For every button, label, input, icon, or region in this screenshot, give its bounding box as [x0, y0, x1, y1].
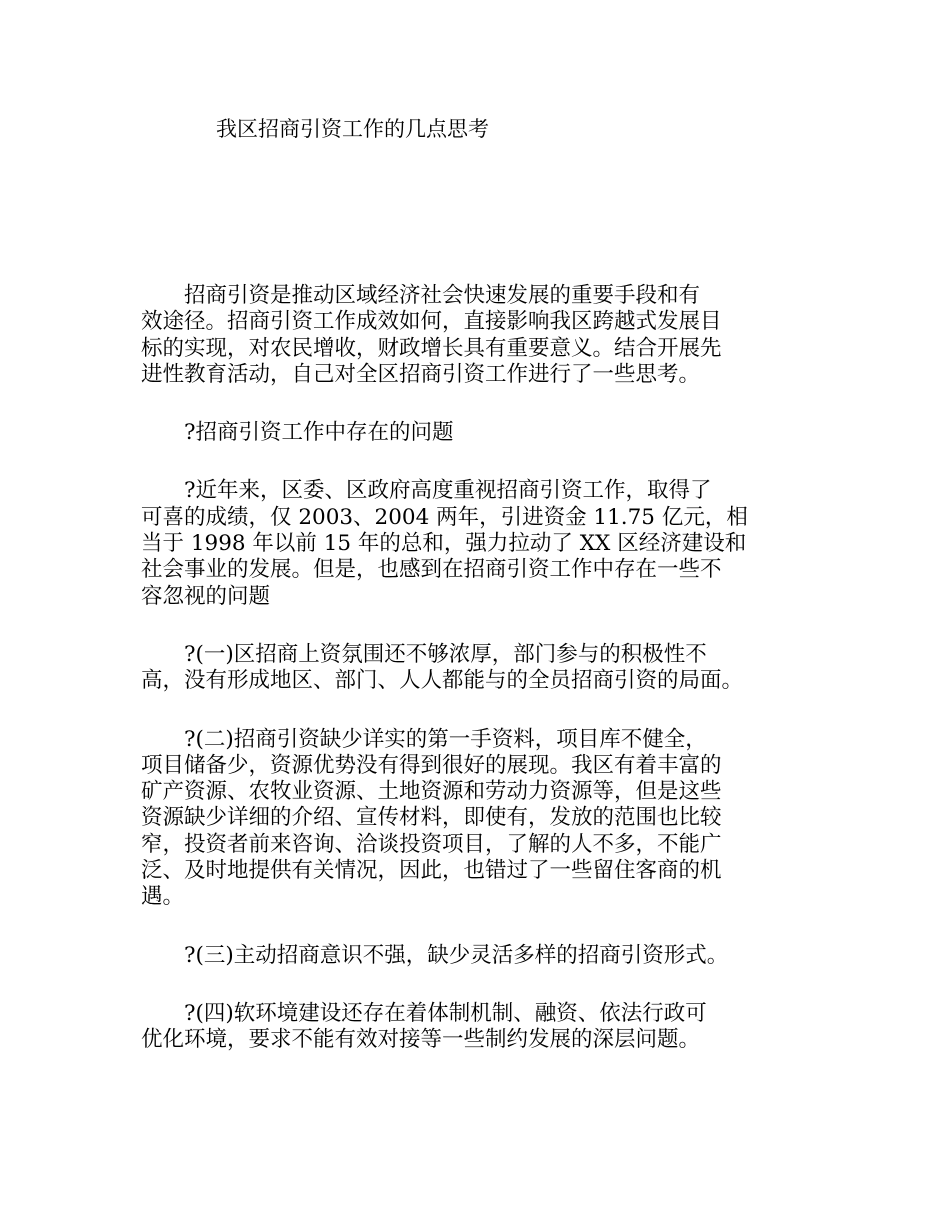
- paragraph-achievements: [141, 478, 831, 609]
- paragraph-problem-3: [141, 943, 831, 969]
- paragraph-line: 泛、及时地提供有关情况，因此，也错过了一些留住客商的机: [141, 858, 722, 884]
- document-title: 我区招商引资工作的几点思考: [216, 117, 489, 141]
- paragraph-line: 项目储备少，资源优势没有得到很好的展现。我区有着丰富的: [141, 752, 722, 778]
- paragraph-line: ?(四)软环境建设还存在着体制机制、融资、依法行政可: [141, 1000, 707, 1026]
- paragraph-problem-1: [141, 642, 831, 695]
- paragraph-line: 效途径。招商引资工作成效如何，直接影响我区跨越式发展目: [141, 309, 722, 335]
- paragraph-line: 进性教育活动，自己对全区招商引资工作进行了一些思考。: [141, 361, 701, 387]
- paragraph-line: ?(一)区招商上资氛围还不够浓厚，部门参与的积极性不: [141, 641, 707, 667]
- paragraph-line: ?近年来，区委、区政府高度重视招商引资工作，取得了: [141, 478, 712, 504]
- paragraph-line: 当于 1998 年以前 15 年的总和，强力拉动了 XX 区经济建设和: [141, 531, 747, 557]
- paragraph-line: 社会事业的发展。但是，也感到在招商引资工作中存在一些不: [141, 557, 722, 583]
- document-body: [141, 283, 831, 1086]
- paragraph-line: 招商引资是推动区域经济社会快速发展的重要手段和有: [141, 283, 701, 308]
- paragraph-line: 高，没有形成地区、部门、人人都能与的全员招商引资的局面。: [141, 668, 744, 694]
- paragraph-line: ?(三)主动招商意识不强，缺少灵活多样的招商引资形式。: [141, 942, 729, 968]
- paragraph-line: 矿产资源、农牧业资源、土地资源和劳动力资源等，但是这些: [141, 779, 722, 805]
- paragraph-line: 标的实现，对农民增收，财政增长具有重要意义。结合开展先: [141, 335, 722, 361]
- section-heading-problems: [141, 420, 831, 446]
- paragraph-problem-2: [141, 727, 831, 911]
- paragraph-line: 资源缺少详细的介绍、宣传材料，即使有，发放的范围也比较: [141, 805, 722, 831]
- paragraph-line: 窄，投资者前来咨询、洽谈投资项目，了解的人不多，不能广: [141, 831, 722, 857]
- paragraph-line: 可喜的成绩，仅 2003、2004 两年，引进资金 11.75 亿元，相: [141, 504, 748, 530]
- paragraph-line: 优化环境，要求不能有效对接等一些制约发展的深层问题。: [141, 1027, 701, 1053]
- paragraph-problem-4: [141, 1001, 831, 1054]
- paragraph-line: ?招商引资工作中存在的问题: [141, 420, 454, 446]
- paragraph-intro: [141, 283, 831, 388]
- paragraph-line: 遇。: [141, 884, 185, 910]
- paragraph-line: 容忽视的问题: [141, 583, 271, 609]
- paragraph-line: ?(二)招商引资缺少详实的第一手资料，项目库不健全，: [141, 726, 707, 752]
